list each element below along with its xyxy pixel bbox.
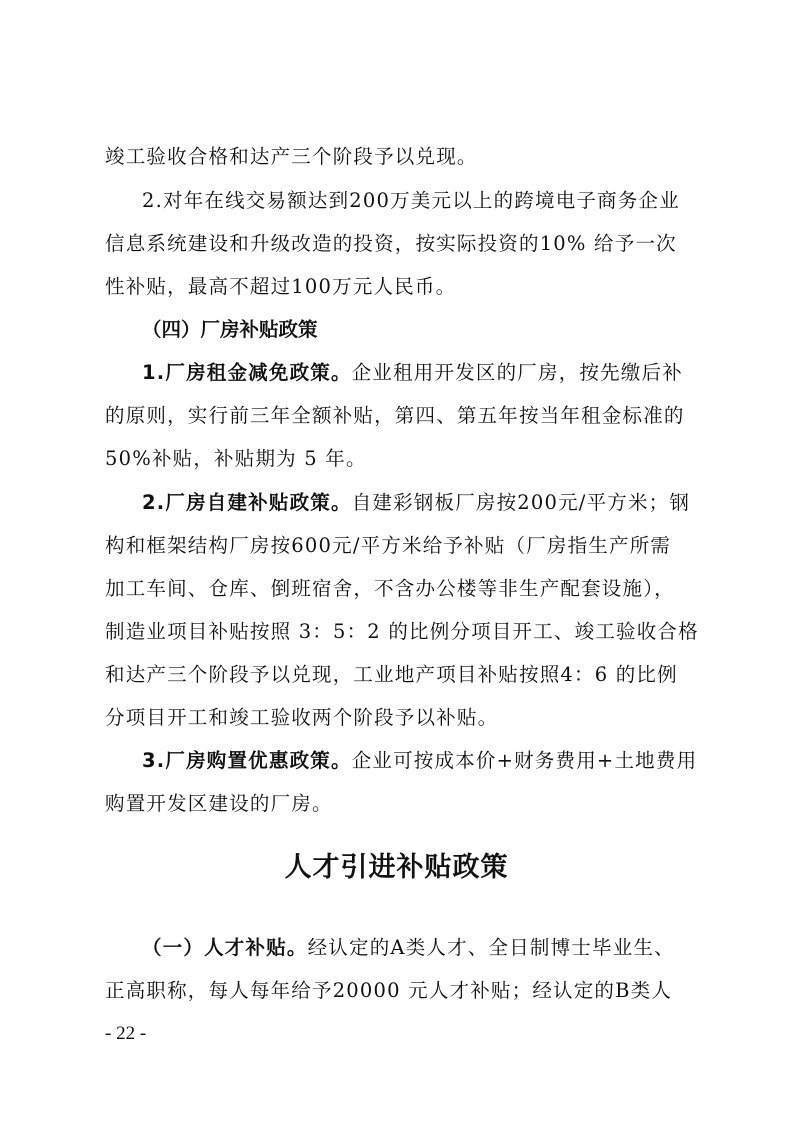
text-line: 50%补贴，补贴期为 5 年。 xyxy=(105,447,367,470)
text-line: 2.对年在线交易额达到200万美元以上的跨境电子商务企业 xyxy=(142,189,680,212)
text-line: 竣工验收合格和达产三个阶段予以兑现。 xyxy=(105,145,478,168)
paragraph-first-line xyxy=(142,489,742,517)
paragraph-text: 自建彩钢板厂房按200元/平方米；钢 xyxy=(351,491,691,514)
text-line: 分项目开工和竣工验收两个阶段予以补贴。 xyxy=(105,706,499,729)
text-line: 加工车间、仓库、倒班宿舍，不含办公楼等非生产配套设施）， xyxy=(105,577,675,600)
text-line: 购置开发区建设的厂房。 xyxy=(105,792,333,815)
paragraph-lead: 2.厂房自建补贴政策。 xyxy=(142,491,352,514)
paragraph-first-line xyxy=(142,934,742,962)
paragraph-lead: 1.厂房租金减免政策。 xyxy=(142,361,352,384)
paragraph-lead: （一）人才补贴。 xyxy=(142,936,308,959)
subsection-heading: （四）厂房补贴政策 xyxy=(142,318,318,341)
paragraph-text: 企业租用开发区的厂房，按先缴后补 xyxy=(351,361,683,384)
text-line: 构和框架结构厂房按600元/平方米给予补贴（厂房指生产所需 xyxy=(105,534,672,557)
paragraph-text: 经认定的A类人才、全日制博士毕业生、 xyxy=(307,936,675,959)
text-line: 信息系统建设和升级改造的投资，按实际投资的10% 给予一次 xyxy=(105,232,677,255)
text-line: 的原则，实行前三年全额补贴，第四、第五年按当年租金标准的 xyxy=(105,404,685,427)
paragraph-text: 企业可按成本价+财务费用+土地费用 xyxy=(351,749,698,772)
paragraph-first-line xyxy=(142,747,742,775)
paragraph-lead: 3.厂房购置优惠政策。 xyxy=(142,749,352,772)
text-line: 正高职称，每人每年给予20000 元人才补贴；经认定的B类人 xyxy=(105,979,673,1002)
paragraph-first-line xyxy=(142,359,742,387)
section-title: 人才引进补贴政策 xyxy=(284,852,509,883)
text-line: 制造业项目补贴按照 3：5：2 的比例分项目开工、竣工验收合格 xyxy=(105,620,699,643)
text-line: 性补贴，最高不超过100万元人民币。 xyxy=(105,275,457,298)
page-number: - 22 - xyxy=(105,1023,147,1044)
text-line: 和达产三个阶段予以兑现，工业地产项目补贴按照4：6 的比例 xyxy=(105,663,678,686)
